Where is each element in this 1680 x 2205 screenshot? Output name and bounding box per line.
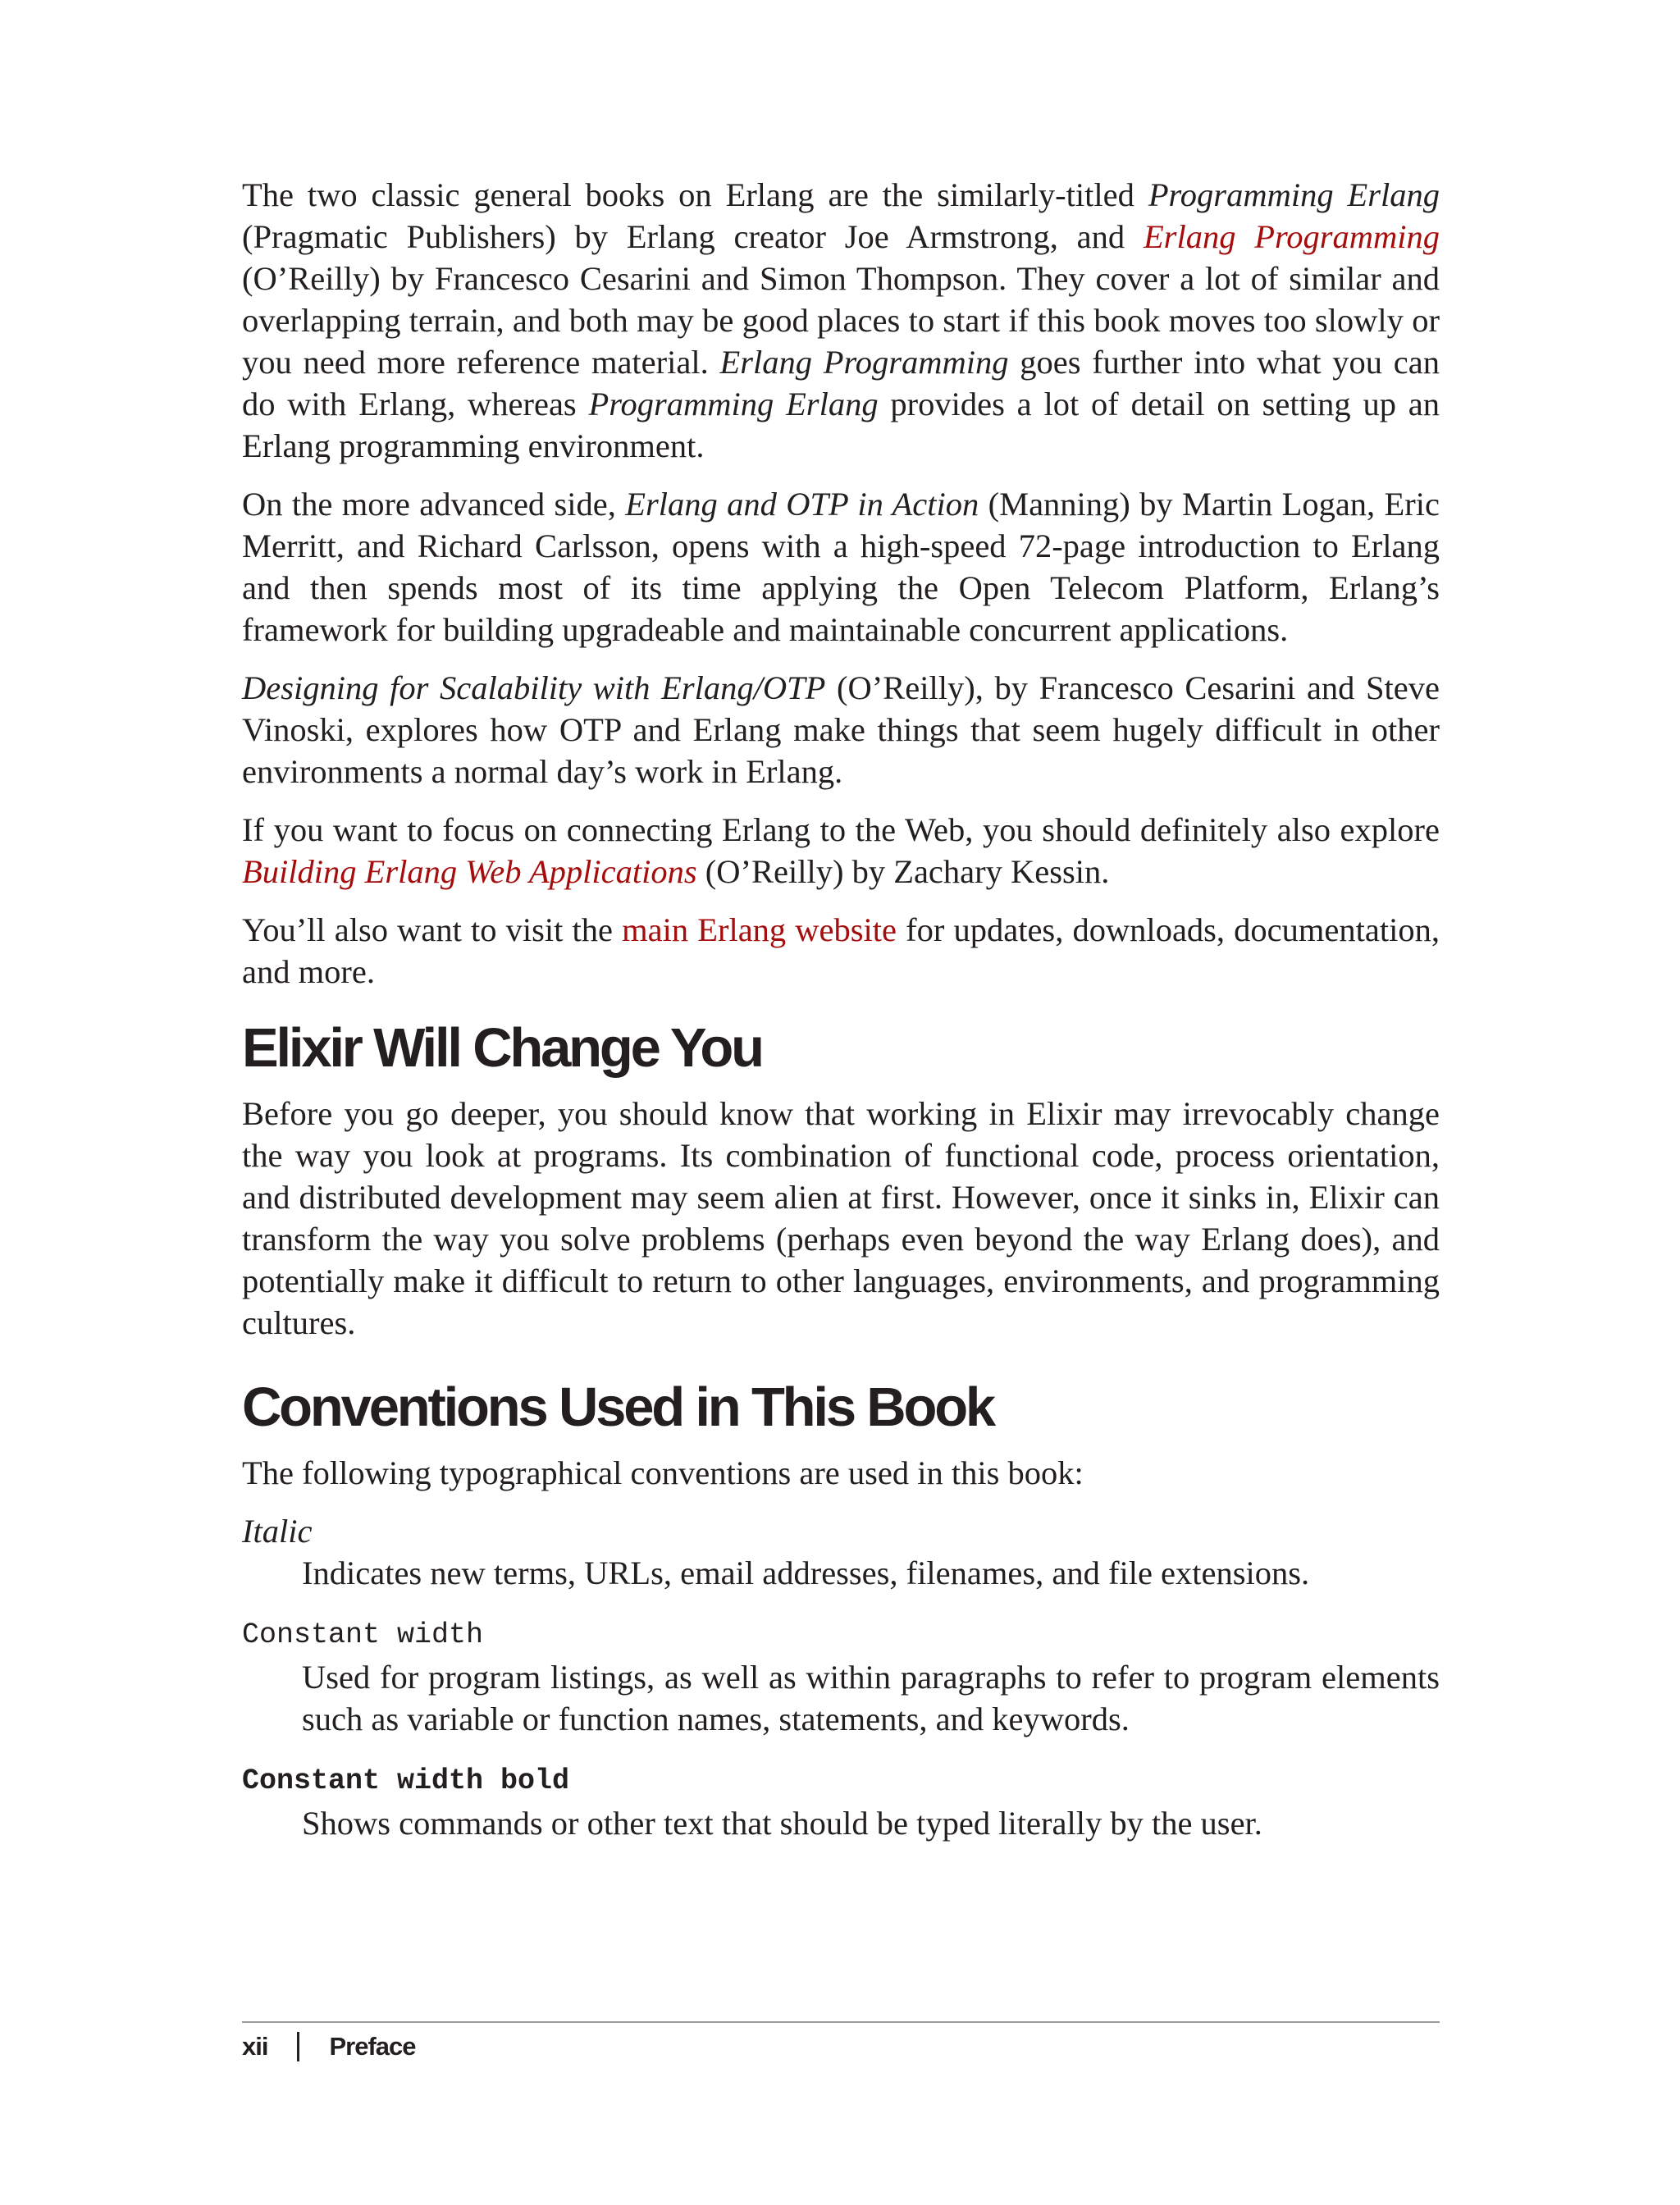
paragraph-website bbox=[242, 909, 1440, 993]
convention-term-italic bbox=[242, 1510, 1440, 1552]
convention-term-constant-width: Constant width bbox=[242, 1618, 484, 1651]
footer-divider bbox=[242, 2021, 1440, 2023]
link-building-erlang-web-applications[interactable]: Building Erlang Web Applications bbox=[242, 853, 697, 890]
page-content bbox=[242, 174, 1440, 1865]
text: goes further into what you can do with Erlang, whereas bbox=[242, 344, 1440, 422]
text: If you want to focus on connecting Erlang to the Web, you should definitely also explore bbox=[242, 811, 1440, 848]
paragraph-advanced-side bbox=[242, 483, 1440, 651]
paragraph-web bbox=[242, 809, 1440, 892]
text: provides a lot of detail on setting up an Erlang programming environment. bbox=[242, 386, 1440, 464]
text: You’ll also want to visit the bbox=[242, 911, 623, 948]
footer-separator bbox=[297, 2032, 299, 2061]
book-title-programming-erlang: Programming Erlang bbox=[588, 386, 879, 422]
book-title-programming-erlang: Programming Erlang bbox=[1148, 176, 1440, 213]
convention-desc-constant-width-bold: Shows commands or other text that should be typed literally by the user. bbox=[302, 1805, 1262, 1842]
book-title-erlang-programming: Erlang Programming bbox=[719, 344, 1009, 381]
conventions-list bbox=[242, 1510, 1440, 1844]
text: (O’Reilly) by Francesco Cesarini and Simon Thompson. They cover a lot of similar and overlapping terrain, and both may be good places to start if this book moves too slowly or you need more reference material. bbox=[242, 260, 1440, 381]
paragraph-classic-books bbox=[242, 174, 1440, 467]
footer-section-title: Preface bbox=[329, 2032, 416, 2061]
paragraph-elixir-change: Before you go deeper, you should know that working in Elixir may irrevocably change the way you look at programs. Its combination of functional code, process orientation, and distributed development may seem alien at first. However, once it sinks in, Elixir can transform the way you solve problems (perhaps even beyond the way Erlang does), and potentially make it difficult to return to other languages, environments, and programming cultures. bbox=[242, 1095, 1440, 1341]
paragraph-conventions-intro: The following typographical conventions are used in this book: bbox=[242, 1454, 1084, 1491]
text: for updates, downloads, documentation, and more. bbox=[242, 911, 1440, 990]
text: The two classic general books on Erlang are the similarly-titled bbox=[242, 176, 1148, 213]
text: (Manning) by Martin Logan, Eric Merritt, and Richard Carlsson, opens with a high-speed 72-page introduction to Erlang and then spends most of its time applying the Open Telecom Platform, Erlang’s framework for building upgradeable and maintainable concurrent applications. bbox=[242, 486, 1440, 648]
section-heading-conventions: Conventions Used in This Book bbox=[242, 1376, 993, 1438]
convention-desc-constant-width: Used for program listings, as well as within paragraphs to refer to program elements such as variable or function names, statements, and keywords. bbox=[302, 1659, 1440, 1737]
paragraph-designing-scalability bbox=[242, 667, 1440, 792]
text: (Pragmatic Publishers) by Erlang creator Joe Armstrong, and bbox=[242, 218, 1144, 255]
section-heading-elixir: Elixir Will Change You bbox=[242, 1017, 762, 1079]
term-text: Italic bbox=[242, 1513, 313, 1550]
book-title-designing-for-scalability: Designing for Scalability with Erlang/OTP bbox=[242, 669, 826, 706]
page-footer bbox=[242, 2032, 416, 2061]
convention-desc-italic: Indicates new terms, URLs, email addresses, filenames, and file extensions. bbox=[302, 1554, 1310, 1591]
text: (O’Reilly), by Francesco Cesarini and Steve Vinoski, explores how OTP and Erlang make things that seem hugely difficult in other environments a normal day’s work in Erlang. bbox=[242, 669, 1440, 790]
text: On the more advanced side, bbox=[242, 486, 626, 523]
book-title-erlang-otp-in-action: Erlang and OTP in Action bbox=[625, 486, 979, 523]
link-erlang-programming[interactable]: Erlang Programming bbox=[1143, 218, 1440, 255]
convention-term-constant-width-bold: Constant width bold bbox=[242, 1764, 570, 1797]
link-main-erlang-website[interactable]: main Erlang website bbox=[622, 911, 897, 948]
page-number: xii bbox=[242, 2032, 268, 2061]
text: (O’Reilly) by Zachary Kessin. bbox=[696, 853, 1110, 890]
